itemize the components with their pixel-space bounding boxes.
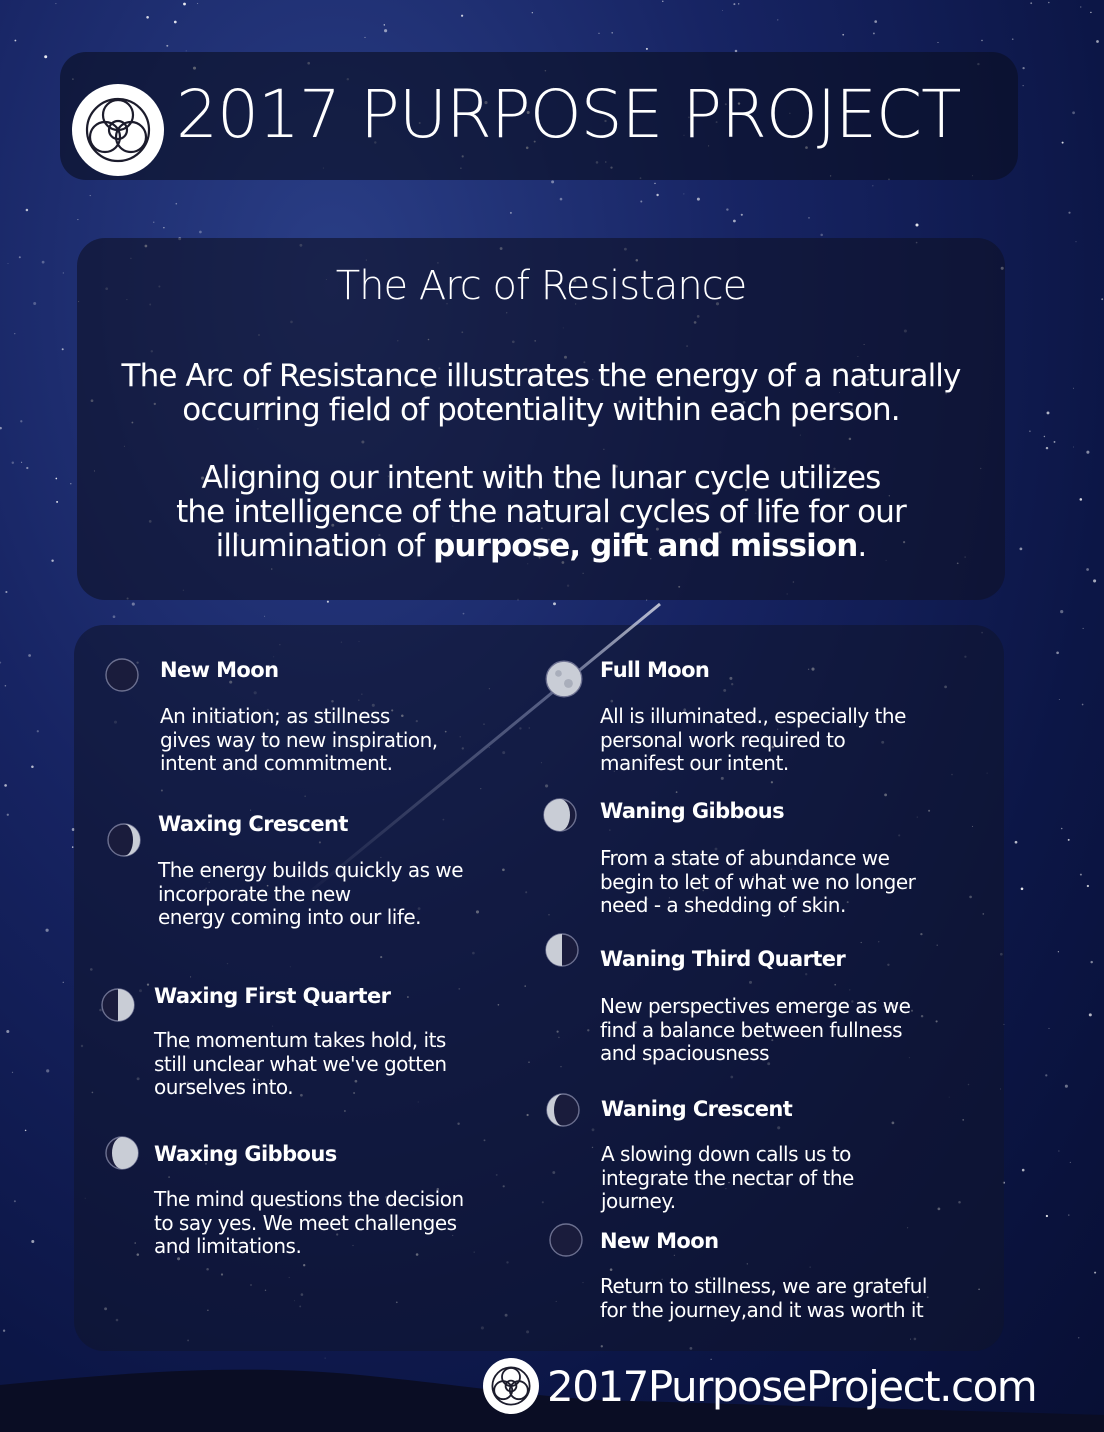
flower-of-life-icon	[487, 1362, 535, 1410]
phase-description-line: gives way to new inspiration,	[160, 727, 438, 752]
phase-title: Full Moon	[600, 658, 710, 682]
phase-description-line: begin to let of what we no longer	[600, 869, 916, 894]
star	[1080, 874, 1082, 876]
star	[55, 3, 56, 4]
phase-description	[160, 705, 438, 776]
star	[1012, 38, 1014, 40]
star	[44, 55, 47, 58]
star	[1048, 2, 1050, 4]
phase-description-line: to say yes. We meet challenges	[154, 1210, 457, 1235]
new-moon-icon	[548, 1222, 584, 1258]
star	[1101, 298, 1103, 300]
star	[1086, 568, 1089, 571]
star	[1054, 441, 1056, 443]
star	[915, 223, 918, 226]
waxing-gibbous-icon	[104, 1135, 140, 1171]
star	[1022, 67, 1024, 69]
star	[777, 19, 778, 20]
star	[176, 203, 178, 205]
star	[166, 45, 168, 47]
star	[1068, 212, 1070, 214]
intro-paragraph-1-line: The Arc of Resistance illustrates the energy of a naturally	[121, 358, 961, 394]
star	[1062, 142, 1064, 144]
star	[1090, 961, 1092, 963]
phase-description-line: From a state of abundance we	[600, 846, 890, 870]
phase-description-line: manifest our intent.	[600, 751, 789, 775]
star	[808, 217, 809, 218]
phase-description-line: The energy builds quickly as we	[158, 858, 464, 882]
star	[1047, 411, 1050, 414]
star	[1075, 241, 1076, 242]
star	[19, 256, 21, 258]
star	[31, 1240, 34, 1243]
phase-description-line: Return to stillness, we are grateful	[600, 1274, 927, 1298]
star	[1045, 1074, 1047, 1076]
star	[46, 1069, 49, 1072]
phase-description-line: A slowing down calls us to	[601, 1142, 851, 1166]
star	[1065, 1085, 1068, 1088]
star	[741, 214, 743, 216]
phase-description-line: All is illuminated., especially the	[600, 704, 906, 728]
star	[20, 420, 22, 422]
phase-description	[600, 705, 906, 776]
star	[726, 208, 728, 210]
star	[31, 765, 34, 768]
intro-text: illumination of	[215, 528, 434, 564]
star	[1080, 498, 1083, 501]
star	[1093, 579, 1096, 582]
star	[8, 263, 9, 264]
new-moon-icon	[104, 657, 140, 693]
star	[1048, 1028, 1049, 1029]
third-quarter-icon	[544, 932, 580, 968]
star	[199, 231, 202, 234]
intro-emphasis: purpose, gift and mission	[433, 528, 858, 564]
star	[1058, 951, 1059, 952]
full-moon-icon	[544, 659, 584, 699]
star	[1087, 885, 1089, 887]
star	[1086, 451, 1089, 454]
star	[1060, 610, 1063, 613]
header-logo	[72, 84, 164, 176]
star	[55, 478, 57, 480]
phase-description-line: intent and commitment.	[160, 751, 393, 775]
phase-description-line: find a balance between fullness	[600, 1017, 903, 1042]
waxing-crescent-icon	[106, 822, 142, 858]
star	[42, 261, 45, 264]
phase-title: Waning Third Quarter	[600, 947, 846, 971]
phase-description-line: The momentum takes hold, its	[154, 1028, 446, 1052]
star	[1070, 1162, 1071, 1163]
phase-title: Waxing Gibbous	[154, 1142, 337, 1166]
star	[28, 654, 31, 657]
star	[1059, 699, 1060, 700]
website-link[interactable]: 2017PurposeProject.com	[547, 1362, 1037, 1411]
phase-description-line: personal work required to	[600, 727, 846, 752]
phase-title: New Moon	[160, 658, 279, 682]
phase-description	[600, 1275, 927, 1322]
star	[12, 461, 14, 463]
phase-description-line: still unclear what we've gotten	[154, 1051, 447, 1076]
star	[1090, 12, 1091, 13]
star	[70, 483, 71, 484]
star	[1029, 430, 1031, 432]
star	[197, 3, 198, 4]
star	[1072, 111, 1075, 114]
star	[874, 20, 877, 23]
star	[1096, 40, 1099, 43]
star	[820, 234, 823, 237]
star	[183, 3, 186, 6]
star	[1068, 1214, 1069, 1215]
star	[51, 559, 53, 561]
phase-title: Waning Gibbous	[600, 799, 785, 823]
star	[1058, 1150, 1059, 1151]
star	[873, 32, 875, 34]
star	[461, 15, 463, 17]
star	[1082, 704, 1084, 706]
star	[532, 12, 533, 13]
star	[1044, 436, 1045, 437]
waning-crescent-icon	[545, 1092, 581, 1128]
intro-paragraph-2-line: Aligning our intent with the lunar cycle utilizes	[201, 460, 881, 496]
star	[1046, 447, 1048, 449]
section-title: The Arc of Resistance	[335, 263, 747, 309]
star	[738, 3, 739, 4]
star	[1061, 828, 1063, 830]
star	[26, 467, 28, 469]
phase-description	[154, 1188, 464, 1259]
star	[0, 427, 2, 430]
star	[722, 10, 723, 11]
phase-description-line: and spaciousness	[600, 1041, 770, 1065]
intro-paragraph-2	[77, 461, 1005, 563]
star	[560, 198, 563, 201]
star	[174, 21, 177, 24]
star	[63, 272, 64, 273]
star	[146, 16, 149, 19]
star	[37, 730, 39, 732]
star	[3, 1330, 5, 1332]
star	[62, 348, 64, 350]
star	[842, 34, 844, 36]
star	[63, 982, 64, 983]
star	[1021, 887, 1024, 890]
star	[611, 32, 613, 34]
star	[598, 33, 599, 34]
star	[1056, 651, 1059, 654]
footer-logo	[483, 1358, 539, 1414]
star	[662, 1, 663, 2]
phase-description-line: for the journey,and it was worth it	[600, 1297, 924, 1322]
flower-of-life-icon	[78, 90, 158, 170]
star	[1083, 628, 1084, 629]
star	[264, 616, 265, 617]
star	[683, 193, 684, 194]
phase-title: Waxing First Quarter	[154, 984, 391, 1008]
star	[1022, 1169, 1025, 1172]
phase-description-line: ourselves into.	[154, 1075, 294, 1099]
star	[510, 212, 512, 214]
star	[981, 40, 982, 41]
star	[132, 603, 135, 606]
phase-description-line: New perspectives emerge as we	[600, 994, 911, 1018]
phase-description-line: need - a shedding of skin.	[600, 893, 846, 917]
intro-paragraph-1	[77, 359, 1005, 427]
waning-gibbous-icon	[542, 797, 578, 833]
star	[1073, 388, 1074, 389]
star	[1023, 85, 1024, 86]
star	[14, 333, 15, 334]
star	[697, 198, 700, 201]
star	[1015, 841, 1018, 844]
star	[646, 48, 648, 50]
star	[654, 183, 655, 184]
star	[4, 784, 7, 787]
star	[0, 662, 1, 664]
star	[1073, 447, 1074, 448]
phase-title: Waning Crescent	[601, 1097, 793, 1121]
star	[733, 220, 736, 223]
star	[56, 501, 58, 503]
star	[1089, 1013, 1092, 1016]
star	[1080, 6, 1081, 7]
star	[6, 1030, 9, 1033]
star	[21, 462, 22, 463]
phase-description-line: energy coming into our life.	[158, 905, 422, 929]
star	[1046, 1215, 1048, 1217]
phase-title: Waxing Crescent	[158, 812, 348, 836]
phase-description-line: The mind questions the decision	[154, 1187, 464, 1211]
star	[1068, 839, 1070, 841]
star	[733, 3, 735, 5]
star	[153, 222, 154, 223]
phase-description	[158, 859, 463, 930]
star	[14, 40, 16, 42]
star	[1078, 1337, 1079, 1338]
phase-description	[154, 1029, 447, 1100]
phase-description-line: An initiation; as stillness	[160, 704, 390, 728]
star	[163, 227, 164, 228]
star	[656, 194, 658, 196]
star	[365, 37, 366, 38]
phase-description-line: incorporate the new	[158, 881, 351, 906]
phase-description	[600, 995, 910, 1066]
intro-paragraph-2-line	[77, 529, 1005, 563]
star	[5, 591, 7, 593]
phase-description	[600, 847, 915, 918]
star	[384, 29, 387, 32]
star	[113, 615, 116, 618]
phase-description-line: journey.	[601, 1189, 676, 1213]
star	[938, 42, 939, 43]
star	[872, 185, 873, 186]
star	[12, 1072, 13, 1073]
star	[5, 685, 7, 687]
star	[1094, 1272, 1096, 1274]
star	[26, 209, 29, 212]
star	[46, 929, 49, 932]
page-title: 2017 PURPOSE PROJECT	[176, 76, 961, 153]
star	[384, 24, 385, 25]
phase-title: New Moon	[600, 1229, 719, 1253]
star	[7, 814, 9, 816]
star	[25, 1130, 27, 1132]
star	[90, 195, 91, 196]
intro-text: .	[857, 528, 867, 564]
star	[1020, 548, 1023, 551]
star	[640, 201, 642, 203]
phase-description-line: and limitations.	[154, 1234, 302, 1258]
star	[33, 302, 36, 305]
phase-description	[601, 1143, 854, 1214]
first-quarter-icon	[100, 987, 136, 1023]
intro-paragraph-2-line: the intelligence of the natural cycles of life for our	[176, 494, 906, 530]
star	[14, 1200, 16, 1202]
star	[77, 219, 78, 220]
phase-description-line: integrate the nectar of the	[601, 1165, 854, 1190]
star	[1030, 2, 1032, 4]
star	[551, 180, 554, 183]
intro-paragraph-1-line: occurring field of potentiality within each person.	[182, 392, 900, 428]
